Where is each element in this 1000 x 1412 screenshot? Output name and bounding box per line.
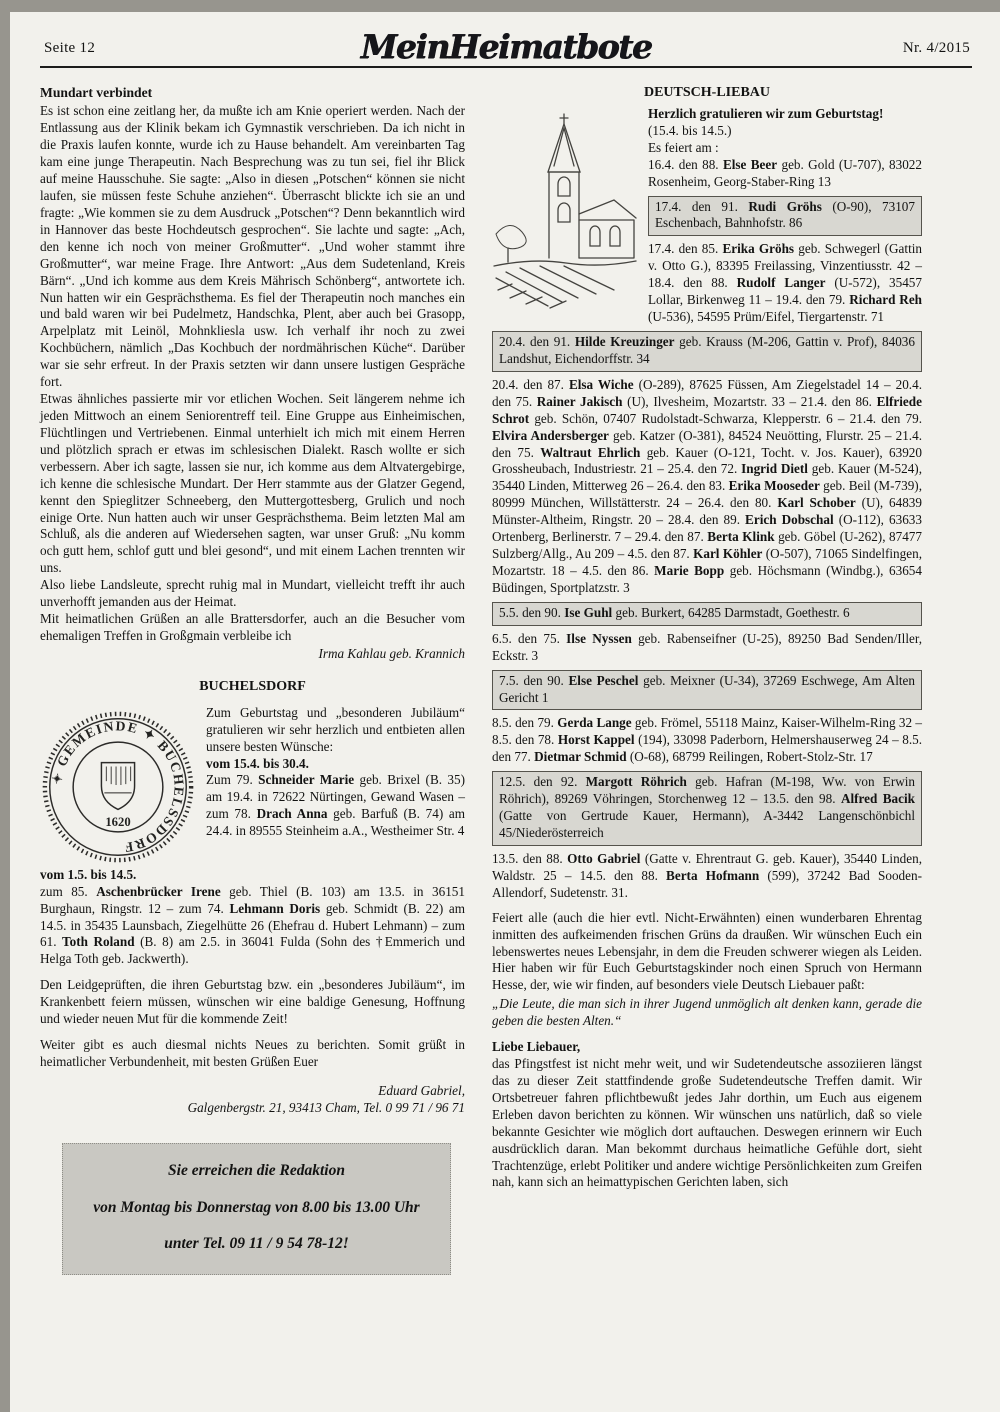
liebau-range: (15.4. bis 14.5.) <box>648 122 732 138</box>
birthday-highlight-box-2 <box>492 331 922 372</box>
page-header <box>40 20 972 68</box>
liebau-entry-2: 17.4. den 85. Erika Gröhs geb. Schwegerl (Gattin v. Otto G.), 83395 Freilassing, Vinzentiusstr. 42 – 18.4. den 88. Rudolf Langer (U-572), 35457 Lollar, Birkenweg 11 – 19.4. den 79. Richard Reh (U-536), 54595 Prüm/Eifel, Tiergartenstr. 71 <box>648 241 923 325</box>
article-title-deutsch-liebau: DEUTSCH-LIEBAU <box>643 85 771 100</box>
article-title-buchelsdorf: BUCHELSDORF <box>199 678 306 694</box>
issue-number: Nr. 4/2015 <box>902 40 970 56</box>
seal-shield-icon <box>101 762 134 809</box>
liebau-entry-5: 8.5. den 79. Gerda Lange geb. Frömel, 55118 Mainz, Kaiser-Wilhelm-Ring 32 – 8.5. den 78. Horst Kappel (194), 33098 Paderborn, Helmershauserweg 24 – 8.5. den 77. Dietmar Schmid (O-68), 68799 Reilingen, Robert-Stolz-Str. 17 <box>492 715 923 765</box>
content-columns <box>40 84 972 1275</box>
box-1-text: 17.4. den 91. Rudi Gröhs (O-90), 73107 Eschenbach, Bahnhofstr. 86 <box>655 198 915 231</box>
redaktion-contact-box <box>62 1143 451 1276</box>
liebau-wishes: Feiert alle (auch die hier evtl. Nicht-Erwähnten) einen wunderbaren Ehrentag inmitten des aufkeimenden frischen Grüns da draußen. Wir wünschen Euch ein lebenswertes neues Lebensjahr, in dem die Freuden schwerer wiegen als Leiden. Hier haben wir für Euch Geburtstagskinder noch einen Spruch von Hermann Hesse, der, wie wir finden, auf besonders viele Deutsch Liebauer paßt: <box>492 909 922 993</box>
signature-name: Eduard Gabriel, <box>378 1082 465 1098</box>
birthday-highlight-box-3 <box>492 602 922 626</box>
mundart-paragraph-3: Also liebe Landsleute, sprecht ruhig mal in Mundart, vielleicht trefft ihr auch unverhofft jemanden aus der Heimat. <box>40 577 465 610</box>
church-illustration <box>492 108 638 310</box>
box-4-text: 7.5. den 90. Else Peschel geb. Meixner (U-34), 37269 Eschwege, Am Alten Gericht 1 <box>499 672 915 705</box>
left-column <box>40 84 465 1275</box>
buchelsdorf-signature <box>40 1083 465 1117</box>
buchelsdorf-closing: Weiter gibt es auch diesmal nichts Neues zu berichten. Somit grüßt in heimatlicher Verbundenheit, mit besten Grüßen Euer <box>40 1037 465 1069</box>
liebe-liebauer-title: Liebe Liebauer, <box>492 1039 581 1055</box>
liebau-entry-3: 20.4. den 87. Elsa Wiche (O-289), 87625 Füssen, Am Ziegelstadel 14 – 20.4. den 75. Rainer Jakisch (U), Ilvesheim, Mozartstr. 33 – 21.4. den 86. Elfriede Schrot geb. Schön, 07407 Rudolstadt-Schwarza, Klepperstr. 6 – 21.4. den 79. Elvira Andersberger geb. Katzer (O-381), 84524 Neuötting, Flurstr. 25 – 21.4. den 75. Waltraut Ehrlich geb. Kauer (O-121, Tocht. v. Jos. Kauer), 63920 Grossheubach, Industriestr. 21 – 25.4. den 72. Ingrid Dietl geb. Kauer (M-524), 35440 Linden, Mitterweg 26 – 26.4. den 83. Erika Mooseder geb. Beil (M-739), 80999 München, Willstätterstr. 24 – 26.4. den 80. Karl Schober (U), 64839 Münster-Altheim, Ringstr. 20 – 28.4. den 89. Erich Dobschal (O-112), 63633 Ortenberg, Berlinerstr. 7 – 29.4. den 87. Berta Klink geb. Göbel (U-262), 87477 Sulzberg/Allg., Au 209 – 4.5. den 87. Karl Köhler (O-507), 71065 Sindelfingen, Mozartstr. 18 – 4.5. den 86. Marie Bopp geb. Höchsmann (Windbg.), 63654 Büdingen, Sportplatzstr. 3 <box>492 376 922 595</box>
contact-line-3: unter Tel. 09 11 / 9 54 78-12! <box>164 1235 349 1253</box>
liebau-entry-6: 13.5. den 88. Otto Gabriel (Gatte v. Ehrentraut G. geb. Kauer), 35440 Linden, Waldstr. 25 – 14.5. den 88. Berta Hofmann (599), 37242 Bad Sooden-Allendorf, Sudetenstr. 31. <box>492 850 922 900</box>
buchelsdorf-municipal-seal-icon <box>40 709 196 865</box>
box-5-text: 12.5. den 92. Margott Röhrich geb. Hafran (M-198, Ww. von Erwin Röhrich), 89269 Vöhringen, Storchenweg 12 – 13.5. den 98. Alfred Bacik (Gatte von Gertrude Kauer, Hermann), A-3442 Langenschönbichl 45/Niederösterreich <box>499 774 915 840</box>
birthday-highlight-box-5 <box>492 771 922 846</box>
buchelsdorf-range2-entries: zum 85. Aschenbrücker Irene geb. Thiel (B. 103) am 13.5. in 36151 Burghaun, Ringstr. 12 – zum 74. Lehmann Doris geb. Schmidt (B. 22) am 14.5. in 35435 Launsbach, Ziegelhütte 26 (Ehefrau d. Hubert Lehmann) – zum 61. Toth Roland (B. 8) am 2.5. in 36041 Fulda (Sohn des †Emmerich und Helga Toth geb. Jackwerth). <box>40 883 466 967</box>
box-3-text: 5.5. den 90. Ise Guhl geb. Burkert, 64285 Darmstadt, Goethestr. 6 <box>499 604 850 620</box>
buchelsdorf-intro: Zum Geburtstag und „besonderen Jubiläum“ gratulieren wir sehr herzlich und entbieten allen unsere besten Wünsche: <box>206 704 465 754</box>
buchelsdorf-range1-entries: Zum 79. Schneider Marie geb. Brixel (B. 35) am 19.4. in 72622 Nürtingen, Gewand Wasen – zum 78. Drach Anna geb. Barfuß (B. 74) am 24.4. in 89555 Steinheim a.A., Westheimer Str. 4 <box>206 772 465 839</box>
mundart-paragraph-4: Mit heimatlichen Grüßen an alle Brattersdorfer, auch an die Besucher vom ehemaligen Treffen in Großgmain verbleibe ich <box>40 611 465 643</box>
signature-address: Galgenbergstr. 21, 93413 Cham, Tel. 0 99 71 / 96 71 <box>187 1099 465 1115</box>
box-2-text: 20.4. den 91. Hilde Kreuzinger geb. Krauss (M-206, Gattin v. Prof), 84036 Landshut, Eichendorffstr. 34 <box>499 334 915 366</box>
seal-ring-text: ✦ GEMEINDE ✦ BUCHELSSDORF <box>49 718 187 856</box>
contact-line-2: von Montag bis Donnerstag von 8.00 bis 13.00 Uhr <box>93 1198 420 1216</box>
buchelsdorf-range2-label: vom 1.5. bis 14.5. <box>40 866 137 882</box>
buchelsdorf-range1-label: vom 15.4. bis 30.4. <box>206 755 309 771</box>
mundart-signature: Irma Kahlau geb. Krannich <box>318 645 465 661</box>
contact-line-1: Sie erreichen die Redaktion <box>168 1161 345 1179</box>
liebau-entry-1: 16.4. den 88. Else Beer geb. Gold (U-707), 83022 Rosenheim, Georg-Staber-Ring 13 <box>648 156 922 189</box>
seal-year: 1620 <box>105 814 131 829</box>
birthday-highlight-box-4 <box>492 670 922 711</box>
birthday-highlight-box-1 <box>648 196 922 237</box>
liebe-liebauer-text: das Pfingstfest ist nicht mehr weit, und wir Sudetendeutsche assoziieren längst das zu dieser Zeit stattfindende große Sudetendeutsche Treffen damit. Wir Ortsbetreuer fahren pflichtbewußt jedes Jahr dorthin, um Euch aus eigenem Erleben davon berichten zu können. Wir wünschen uns natürlich, daß so viele bekannte Gesichter wie möglich dort auftauchen. Deswegen erinnern wir Euch ausdrücklich daran. Man bekommt durchaus heimatliche Gefühle dort, sieht Trachtenzüge, erlebt Politiker und andere wichtige Persönlichkeiten zum Greifen nah, kann sich an heimattypischen Gerichten laben, sich <box>492 1056 922 1190</box>
page-number: Seite 12 <box>44 40 96 56</box>
mundart-paragraph-2: Etwas ähnliches passierte mir vor etlichen Wochen. Seit längerem nehme ich jeden Mittwoch an einem Seniorentreff teil. Eine Gruppe aus Einheimischen, Flüchtlingen und Vertriebenen. Einmal unterhielt ich mich mit einem Herren und plötzlich sprach er etwas im schlesischen Dialekt. Rasch wollte er sich verbessern. Aber ich sagte, lassen sie nur, ich komme aus dem Altvatergebirge, ich kenne die schlesische Mundart. Der Herr stammte aus der Glatzer Gegend, kennt den Spieglitzer Schneeberg, den Muttergottesberg, Grulich und noch einige Orte. Nun hatten auch wir unser Gesprächsthema. Beim letzten Mal am Schluß, als die anderen auf Wiedersehen sagten, war unser Gruß: „Nu komm och gutt hem, schlof gutt und blei gesond“, und mit einem Lachen trennten wir uns. <box>40 391 465 576</box>
buchelsdorf-condolence: Den Leidgeprüften, die ihren Geburtstag bzw. ein „besonderes Jubiläum“, im Krankenbett feiern müssen, wünschen wir eine baldige Genesung, Hoffnung und wieder neuen Mut für die kommende Zeit! <box>40 977 465 1027</box>
masthead-logo: MeinHeimatbote <box>360 27 652 66</box>
liebau-greeting: Herzlich gratulieren wir zum Geburtstag! <box>648 105 884 121</box>
newspaper-page <box>10 12 1000 1412</box>
liebau-feiert-label: Es feiert am : <box>648 139 719 155</box>
mundart-paragraph-1: Es ist schon eine zeitlang her, da mußte ich am Knie operiert werden. Nach der Entlassung aus der Klinik bekam ich Gymnastik verschrieben. Da ich nicht in die Praxis laufen konnte, wurde ich zu Hause behandelt. Am vereinbarten Tag kam eine junge Therapeutin. Nach Besprechung was zu tun sei, fiel ihr Blick auf meine Hausschuhe. Sie sagte: „Also in diesen „Potschen“ können sie nicht laufen, sie müssen feste Schuhe anziehen“. Überrascht blickte ich sie an und fragte: „Wie kommen sie zu dem Ausdruck „Potschen“? Denn bekanntlich wird in Hannover das beste Hochdeutsch gesprochen“. Sie lachte und sagte: „Ach, den kenne ich noch von meiner Großmutter“. „Und woher stammt ihre Großmutter“, war meine Frage. Ihre Antwort: „Aus dem Sudetenland, Kreis Bärn“. „Und ich komme aus dem Kreis Mährisch Schönberg“, antwortete ich. Nun hatten wir ein Gesprächsthema. Es fiel der Therapeutin noch manches ein und bald waren wir bei Pudelmetz, Handschka, Plent, aber auch bei Grasopp, Arpelplatz mit Leinöl, Mohnkliesla usw. Ich verhalf ihr noch zu zwei Kochbüchern, nämlich „Das Kochbuch der nordmährischen Küche“. Darüber war sie sehr erfreut. In der Praxis setzten wir dann unsere lustigen Gespräche fort. <box>40 103 465 390</box>
right-column <box>492 84 922 1275</box>
liebau-entry-4: 6.5. den 75. Ilse Nyssen geb. Rabenseifner (U-25), 89250 Bad Senden/Iller, Eckstr. 3 <box>492 630 922 663</box>
article-title-mundart: Mundart verbindet <box>40 85 153 100</box>
hesse-quote: „Die Leute, die man sich in ihrer Jugend unmöglich alt denken kann, gerade die geben die besten Alten.“ <box>492 996 922 1029</box>
